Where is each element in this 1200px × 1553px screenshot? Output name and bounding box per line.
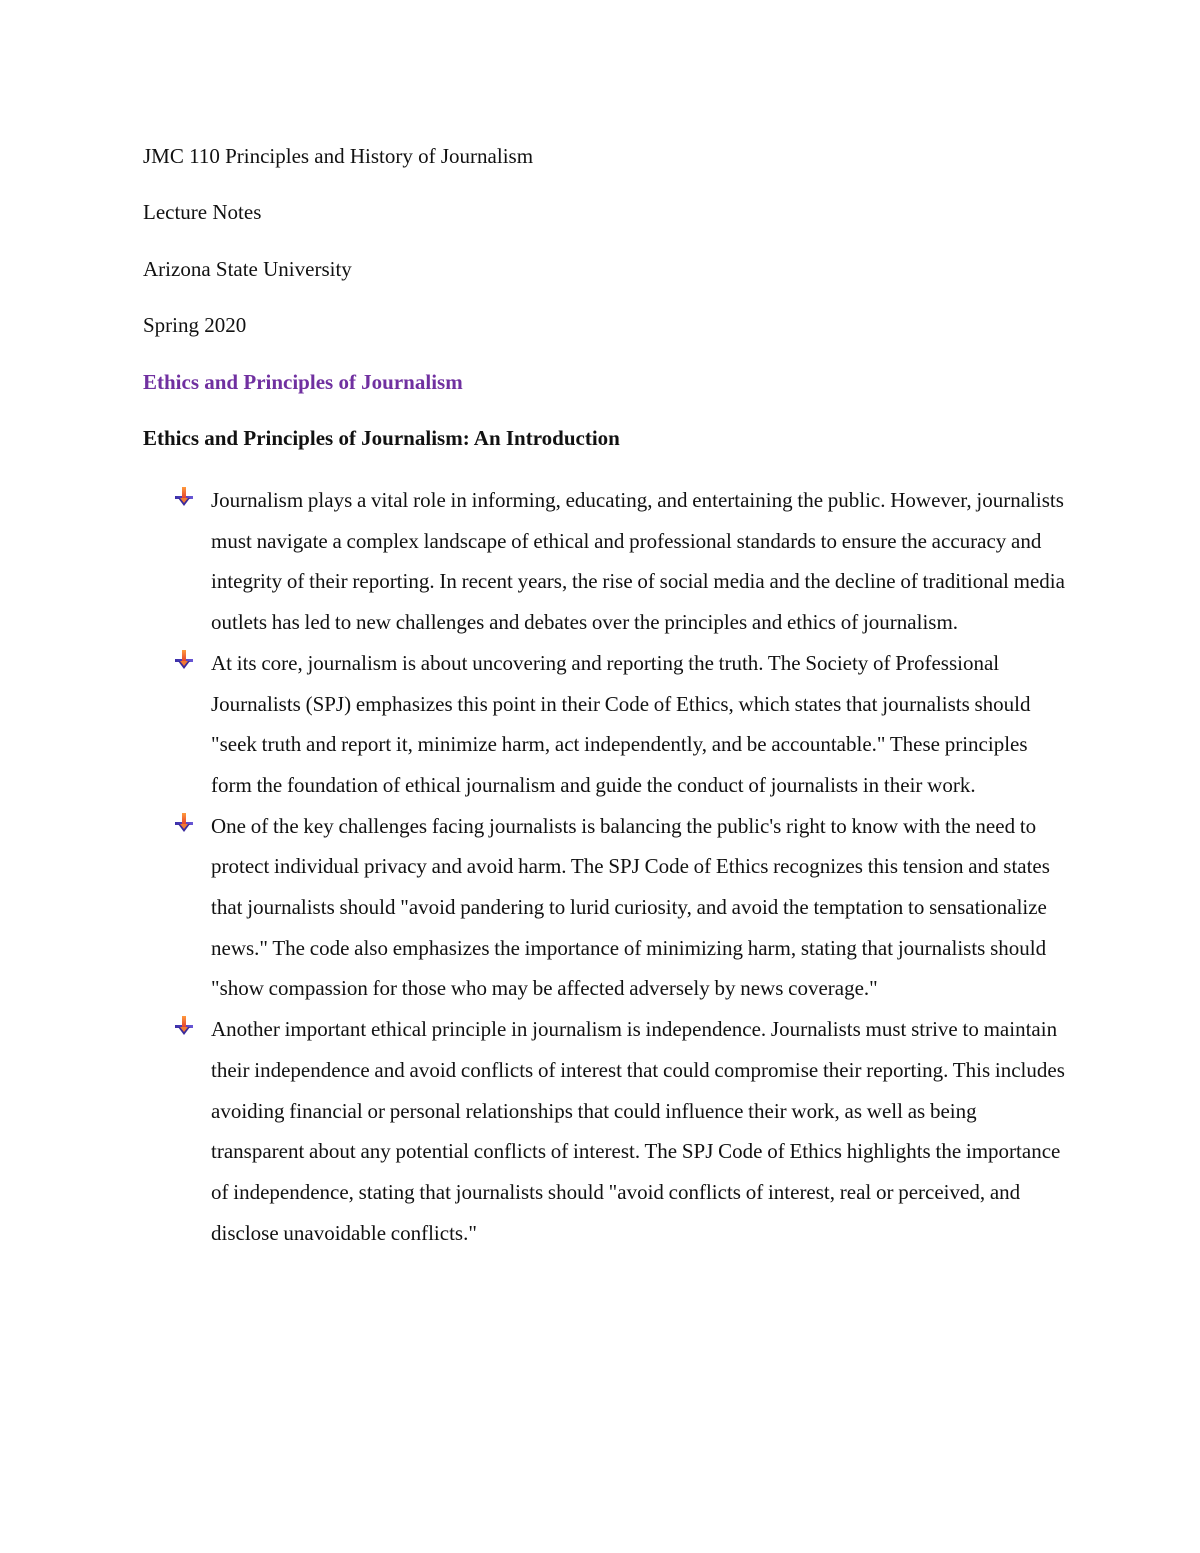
arrow-down-bullet-icon (173, 649, 195, 671)
bullet-text: Another important ethical principle in journalism is independence. Journalists must strive to maintain their independence and avoid conflicts of interest that could compromise their reporting. This includes avoiding financial or personal relationships that could influence their work, as well as being transparent about any potential conflicts of interest. The SPJ Code of Ethics highlights the importance of independence, stating that journalists should "avoid conflicts of interest, real or perceived, and disclose unavoidable conflicts." (211, 1017, 1065, 1245)
subheading: Ethics and Principles of Journalism: An Introduction (143, 426, 620, 450)
bullet-text: At its core, journalism is about uncovering and reporting the truth. The Society of Professional Journalists (SPJ) emphasizes this point in their Code of Ethics, which states that journalists should "seek truth and report it, minimize harm, act independently, and be accountable." These principles form the foundation of ethical journalism and guide the conduct of journalists in their work. (211, 650, 1031, 797)
bullet-item (0, 480, 1200, 643)
bullet-item (0, 806, 1200, 1010)
bullet-text: Journalism plays a vital role in informing, educating, and entertaining the public. However, journalists must navigate a complex landscape of ethical and professional standards to ensure the accuracy and integrity of their reporting. In recent years, the rise of social media and the decline of traditional media outlets has led to new challenges and debates over the principles and ethics of journalism. (211, 488, 1065, 635)
bullet-item (0, 1009, 1200, 1253)
document-type: Lecture Notes (143, 200, 262, 224)
university-name: Arizona State University (143, 257, 352, 281)
arrow-down-bullet-icon (173, 1015, 195, 1037)
term: Spring 2020 (143, 313, 247, 337)
arrow-down-bullet-icon (173, 812, 195, 834)
bullet-item (0, 643, 1200, 806)
course-title: JMC 110 Principles and History of Journalism (143, 144, 534, 168)
arrow-down-bullet-icon (173, 486, 195, 508)
bullet-text: One of the key challenges facing journalists is balancing the public's right to know with the need to protect individual privacy and avoid harm. The SPJ Code of Ethics recognizes this tension and states that journalists should "avoid pandering to lurid curiosity, and avoid the temptation to sensationalize news." The code also emphasizes the importance of minimizing harm, stating that journalists should "show compassion for those who may be affected adversely by news coverage." (211, 813, 1050, 1001)
bullet-list (0, 480, 1200, 1253)
section-heading: Ethics and Principles of Journalism (143, 370, 463, 394)
